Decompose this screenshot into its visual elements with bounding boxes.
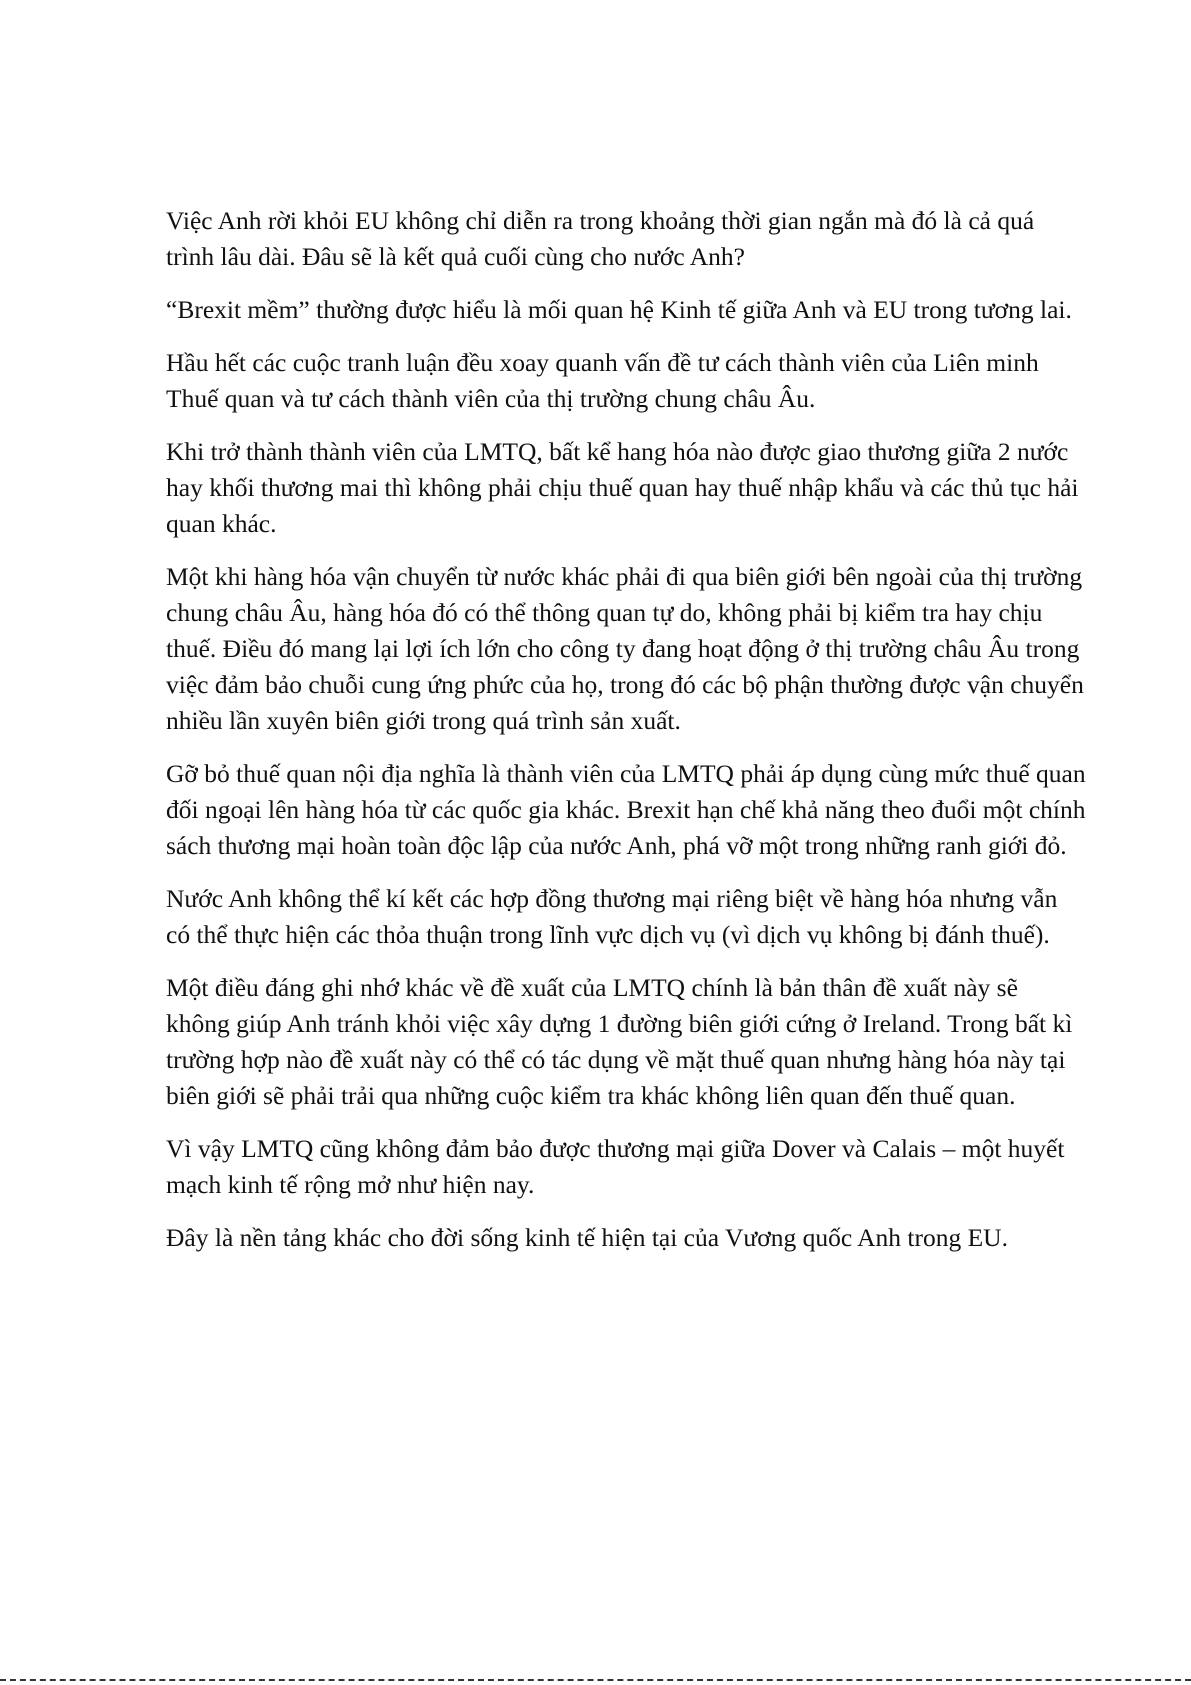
paragraph: Một điều đáng ghi nhớ khác về đề xuất của LMTQ chính là bản thân đề xuất này sẽ không giúp Anh tránh khỏi việc xây dựng 1 đường biên giới cứng ở Ireland. Trong bất kì trường hợp nào đề xuất này có thể có tác dụng về mặt thuế quan nhưng hàng hóa này tại biên giới sẽ phải trải qua những cuộc kiểm tra khác không liên quan đến thuế quan.: [166, 973, 1073, 1110]
paragraph: Hầu hết các cuộc tranh luận đều xoay quanh vấn đề tư cách thành viên của Liên minh Thuế quan và tư cách thành viên của thị trường chung châu Âu.: [166, 348, 1039, 413]
paragraph: “Brexit mềm” thường được hiểu là mối quan hệ Kinh tế giữa Anh và EU trong tương lai.: [166, 295, 1072, 324]
document-body: [166, 203, 1086, 1273]
paragraph: Gỡ bỏ thuế quan nội địa nghĩa là thành viên của LMTQ phải áp dụng cùng mức thuế quan đối ngoại lên hàng hóa từ các quốc gia khác. Brexit hạn chế khả năng theo đuổi một chính sách thương mại hoàn toàn độc lập của nước Anh, phá vỡ một trong những ranh giới đỏ.: [166, 759, 1086, 860]
paragraph: Nước Anh không thể kí kết các hợp đồng thương mại riêng biệt về hàng hóa nhưng vẫn có thể thực hiện các thỏa thuận trong lĩnh vực dịch vụ (vì dịch vụ không bị đánh thuế).: [166, 884, 1058, 949]
paragraph: Một khi hàng hóa vận chuyển từ nước khác phải đi qua biên giới bên ngoài của thị trường chung châu Âu, hàng hóa đó có thể thông quan tự do, không phải bị kiểm tra hay chịu thuế. Điều đó mang lại lợi ích lớn cho công ty đang hoạt động ở thị trường châu Âu trong việc đảm bảo chuỗi cung ứng phức của họ, trong đó các bộ phận thường được vận chuyển nhiều lần xuyên biên giới trong quá trình sản xuất.: [166, 562, 1084, 735]
paragraph: Khi trở thành thành viên của LMTQ, bất kể hang hóa nào được giao thương giữa 2 nước hay khối thương mai thì không phải chịu thuế quan hay thuế nhập khẩu và các thủ tục hải quan khác.: [166, 437, 1079, 538]
paragraph: Việc Anh rời khỏi EU không chỉ diễn ra trong khoảng thời gian ngắn mà đó là cả quá trình lâu dài. Đâu sẽ là kết quả cuối cùng cho nước Anh?: [166, 206, 1035, 271]
paragraph: Vì vậy LMTQ cũng không đảm bảo được thương mại giữa Dover và Calais – một huyết mạch kinh tế rộng mở như hiện nay.: [166, 1134, 1065, 1199]
page-bottom-divider: [0, 1679, 1191, 1681]
paragraph: Đây là nền tảng khác cho đời sống kinh tế hiện tại của Vương quốc Anh trong EU.: [166, 1223, 1008, 1252]
